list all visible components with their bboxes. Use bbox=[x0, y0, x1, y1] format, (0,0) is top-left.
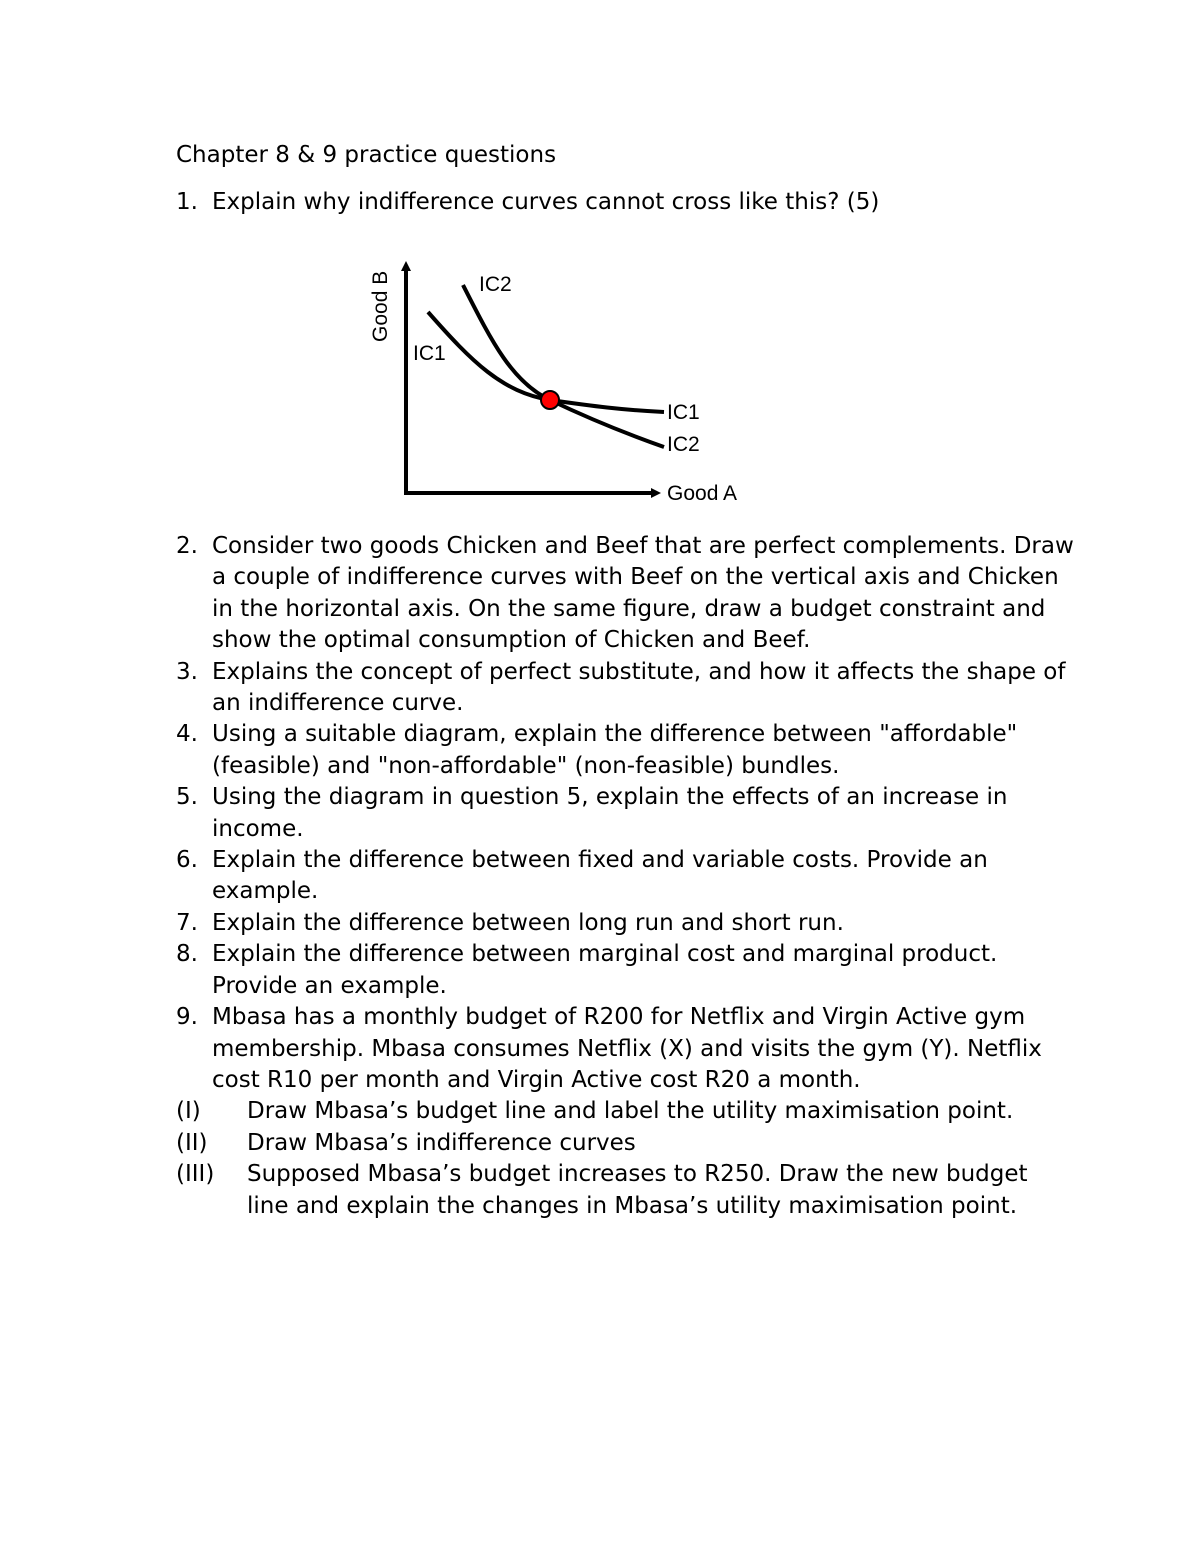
question-8 bbox=[176, 939, 1076, 1002]
question-text: Explains the concept of perfect substitute, and how it affects the shape of an indifference curve. bbox=[212, 658, 1066, 717]
question-9 bbox=[176, 1002, 1076, 1096]
question-number: 1. bbox=[176, 189, 198, 215]
question-number: 5. bbox=[176, 784, 198, 811]
x-axis-label: Good A bbox=[667, 482, 738, 505]
question-text: Using the diagram in question 5, explain the effects of an increase in income. bbox=[212, 784, 1008, 842]
question-text: Mbasa has a monthly budget of R200 for Netflix and Virgin Active gym membership. Mbasa consumes Netflix (X) and visits the gym (Y). Netflix cost R10 per month and Virgin Active cost R20 a month. bbox=[212, 1004, 1042, 1093]
question-number: 3. bbox=[176, 658, 198, 685]
question-text: Explain the difference between marginal cost and marginal product. Provide an example. bbox=[212, 941, 998, 999]
ic2-right-label: IC2 bbox=[667, 433, 700, 456]
document-title: Chapter 8 & 9 practice questions bbox=[176, 142, 557, 168]
question-list-part1 bbox=[176, 187, 1076, 218]
subquestion-text: Supposed Mbasa’s budget increases to R250. Draw the new budget line and explain the changes in Mbasa’s utility maximisation point. bbox=[247, 1161, 1028, 1219]
ic2-curve bbox=[463, 285, 664, 447]
question-number: 4. bbox=[176, 721, 198, 748]
subquestion-number: (I) bbox=[176, 1098, 201, 1125]
question-6 bbox=[176, 845, 1076, 908]
y-axis-label: Good B bbox=[369, 270, 392, 342]
subquestion-text: Draw Mbasa’s budget line and label the utility maximisation point. bbox=[247, 1098, 1014, 1125]
question-number: 9. bbox=[176, 1004, 198, 1031]
question-number: 2. bbox=[176, 533, 198, 559]
question-1 bbox=[176, 187, 1076, 218]
question-text: Explain the difference between fixed and variable costs. Provide an example. bbox=[212, 847, 988, 905]
ic2-upper-label: IC2 bbox=[479, 273, 512, 296]
question-7 bbox=[176, 908, 1076, 939]
question-text: Explain the difference between long run and short run. bbox=[212, 909, 844, 936]
subquestion-text: Draw Mbasa’s indifference curves bbox=[247, 1129, 636, 1156]
indifference-curve-diagram bbox=[362, 252, 762, 508]
subquestion-number: (III) bbox=[176, 1161, 215, 1188]
indifference-curve-figure bbox=[362, 252, 762, 508]
subquestion-i bbox=[176, 1096, 1076, 1127]
question-5 bbox=[176, 782, 1076, 845]
ic1-upper-label: IC1 bbox=[413, 342, 446, 365]
question-text: Explain why indifference curves cannot cross like this? (5) bbox=[212, 189, 880, 215]
question-list-part2 bbox=[176, 531, 1076, 1222]
intersection-point bbox=[541, 391, 559, 409]
subquestion-number: (II) bbox=[176, 1129, 208, 1156]
question-text: Using a suitable diagram, explain the difference between "affordable" (feasible) and "non-affordable" (non-feasible) bundles. bbox=[212, 721, 1018, 779]
question-number: 6. bbox=[176, 847, 198, 874]
question-number: 7. bbox=[176, 909, 198, 936]
ic1-right-label: IC1 bbox=[667, 401, 700, 424]
question-3 bbox=[176, 657, 1076, 720]
question-text: Consider two goods Chicken and Beef that are perfect complements. Draw a couple of indifference curves with Beef on the vertical axis and Chicken in the horizontal axis. On the same figure, draw a budget constraint and show the optimal consumption of Chicken and Beef. bbox=[212, 533, 1074, 654]
subquestion-ii bbox=[176, 1128, 1076, 1159]
question-number: 8. bbox=[176, 941, 198, 968]
question-2 bbox=[176, 531, 1076, 657]
question-4 bbox=[176, 719, 1076, 782]
subquestion-iii bbox=[176, 1159, 1076, 1222]
